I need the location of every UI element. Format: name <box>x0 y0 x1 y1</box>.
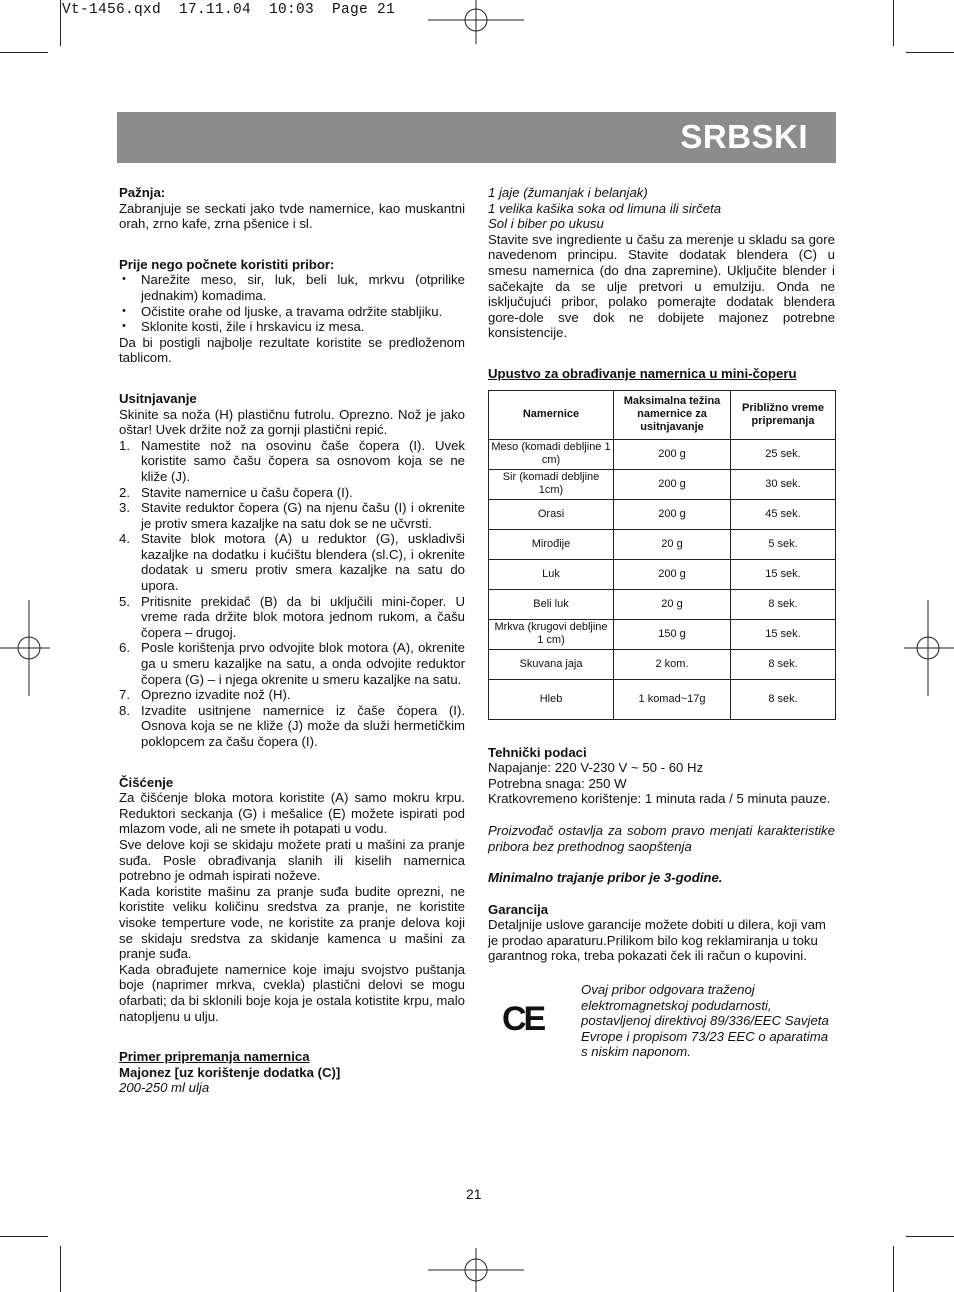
step-number: 4. <box>119 531 130 547</box>
ce-conformity-block <box>488 982 835 1072</box>
list-item <box>119 500 465 531</box>
before-use-heading: Prije nego počnete koristiti pribor: <box>119 256 335 272</box>
ingredient: 1 velika kašika soka od limuna ili sirčeta <box>488 200 722 216</box>
table-row <box>489 559 836 589</box>
table-cell: Meso (komadi debljine 1 cm) <box>489 439 614 469</box>
registration-mark-right <box>904 600 954 696</box>
step-text: Oprezno izvadite nož (H). <box>141 687 291 703</box>
table-cell: 45 sek. <box>731 499 836 529</box>
table-cell: 1 komad~17g <box>614 679 731 719</box>
example-heading: Primer pripremanja namernica <box>119 1049 310 1065</box>
step-number: 7. <box>119 687 130 703</box>
step-number: 8. <box>119 702 130 718</box>
list-item <box>119 687 465 703</box>
table-cell: 15 sek. <box>731 619 836 649</box>
tech-line: Napajanje: 220 V-230 V ~ 50 - 60 Hz <box>488 760 704 776</box>
crop-mark <box>906 52 954 53</box>
table-cell: 8 sek. <box>731 589 836 619</box>
table-row <box>489 649 836 679</box>
tech-data-heading: Tehnički podaci <box>488 744 587 760</box>
table-cell: 200 g <box>614 439 731 469</box>
table-cell: Mrkva (krugovi debljine 1 cm) <box>489 619 614 649</box>
chopping-intro: Skinite sa noža (H) plastičnu futrolu. Oprezno. Nož je jako oštar! Uvek držite nož za gornji plastični repić. <box>119 406 465 438</box>
banner-title: SRBSKI <box>680 118 808 155</box>
table-cell: Beli luk <box>489 589 614 619</box>
crop-mark <box>0 1236 48 1237</box>
crop-mark <box>60 1246 61 1292</box>
chopping-heading: Usitnjavanje <box>119 390 197 406</box>
table-cell: 25 sek. <box>731 439 836 469</box>
warranty-text: Detaljnije uslove garancije možete dobiti u dilera, koji vam je prodao aparaturu.Prilikom bilo kog reklamiranja u toku garantnog roka, treba pokazati ček ili račun o kupovini. <box>488 917 826 964</box>
registration-mark-top <box>428 0 524 44</box>
table-row <box>489 679 836 719</box>
table-cell: Skuvana jaja <box>489 649 614 679</box>
table-cell: 200 g <box>614 559 731 589</box>
step-text: Stavite namernice u čašu čopera (I). <box>141 484 353 500</box>
table-row <box>489 529 836 559</box>
step-text: Namestite nož na osovinu čaše čopera (I). Uvek koristite samo čašu čopera sa osnovom koja se ne kliže (J). <box>141 437 465 484</box>
table-cell: 15 sek. <box>731 559 836 589</box>
cleaning-paragraph: Za čišćenje bloka motora koristite (A) samo mokru krpu. Reduktori seckanja (G) i mešalice (E) možete ispirati pod mlazom vode, ali ne smete ih potapati u vodu. <box>119 790 465 837</box>
mayonnaise-instructions: Stavite sve ingrediente u čašu za merenje u skladu sa gore navedenom principu. Stavite dodatak blendera (C) u smesu namernica (do dna zapremine). Uključite blender i sačekajte da se ulje pretvori u emulziju. Onda ne isključujući pribor, polako pomerajte dodatak blendera gore-dole sve dok ne dobijete majonez potrebne konsistencije. <box>488 231 835 341</box>
table-cell: Sir (komadi debljine 1cm) <box>489 469 614 499</box>
table-cell: Orasi <box>489 499 614 529</box>
step-number: 3. <box>119 500 130 516</box>
table-cell: 200 g <box>614 499 731 529</box>
table-cell: 30 sek. <box>731 469 836 499</box>
table-row <box>489 619 836 649</box>
ce-mark-icon: CE <box>502 1000 544 1039</box>
step-text: Pritisnite prekidač (B) da bi uključili mini-čoper. U vreme rada držite blok motora jednom rukom, a čašu čopera – drugoj. <box>141 593 465 640</box>
language-banner <box>117 112 836 163</box>
ingredient: Sol i biber po ukusu <box>488 216 604 232</box>
processing-table <box>488 390 836 720</box>
step-text: Izvadite usitnjene namernice iz čaše čopera (I). Osnova koja se ne kliže (J) može da služi hermetičkim poklopcem za čašu čopera (I). <box>141 702 465 749</box>
table-cell: 2 kom. <box>614 649 731 679</box>
table-cell: Mirođije <box>489 529 614 559</box>
list-item: • Narežite meso, sir, luk, beli luk, mrkvu (otprilike jednakim) komadima. <box>119 272 465 303</box>
chopping-steps <box>119 438 465 750</box>
table-cell: 200 g <box>614 469 731 499</box>
list-item <box>119 594 465 641</box>
cleaning-paragraph: Kada koristite mašinu za pranje suđa budite oprezni, ne koristite veliku količinu sredstva za pranje, ne koristite visoke temperture vode, ne koristite za pranje delova koji se skidaju sredstva za skidanje kamenca u mašini za pranje suđa. <box>119 883 465 962</box>
ingredient: 1 jaje (žumanjak i belanjak) <box>488 185 648 200</box>
table-cell: 8 sek. <box>731 679 836 719</box>
crop-mark <box>893 0 894 46</box>
page-number: 21 <box>466 1186 482 1202</box>
warning-text: Zabranjuje se seckati jako tvde namernice, kao muskantni orah, zrno kafe, zrna pšenice i sl. <box>119 200 465 232</box>
column-header: Maksimalna težina namernice za usitnjavanje <box>614 390 731 439</box>
step-text: Stavite reduktor čopera (G) na njenu čašu (I) i okrenite je protiv smera kazaljke na satu dok se ne učvrsti. <box>141 500 465 531</box>
list-item <box>119 640 465 687</box>
table-cell: 20 g <box>614 529 731 559</box>
table-row <box>489 499 836 529</box>
table-header-row <box>489 390 836 439</box>
right-column <box>488 185 835 1072</box>
column-header: Namernice <box>489 390 614 439</box>
step-text: Stavite blok motora (A) u reduktor (G), uskladivši kazaljke na dodatku i kućištu blendera (sl.C), i okrenite dodatak u smeru protiv smera kazaljke na satu do upora. <box>141 531 465 594</box>
registration-mark-left <box>0 600 50 696</box>
mayonnaise-oil: 200-250 ml ulja <box>119 1080 210 1096</box>
lifetime-note: Minimalno trajanje pribor je 3-godine. <box>488 870 723 886</box>
ce-conformity-text: Ovaj pribor odgovara traženoj elektromagnetskoj podudarnosti, postavljenoj direktivoj 89/336/EEC Savjeta Evrope i propisom 73/23 EEC o aparatima s niskim naponom. <box>581 982 829 1060</box>
warranty-heading: Garancija <box>488 901 549 917</box>
step-number: 2. <box>119 484 130 500</box>
table-heading: Upustvo za obrađivanje namernica u mini-čoperu <box>488 365 797 381</box>
cleaning-paragraph: Sve delove koji se skidaju možete prati u mašini za pranje suđa. Posle obrađivanja slanih ili kiselih namernica potrebno je odmah ispirati noževe. <box>119 836 465 884</box>
table-row <box>489 469 836 499</box>
step-text: Posle korištenja prvo odvojite blok motora (A), okrenite ga u smeru kazaljke na satu, a onda odvojite reduktor čopera (G) – i njega okrenite u smeru kazaljke na satu. <box>141 640 465 687</box>
tech-line: Kratkovremeno korištenje: 1 minuta rada / 5 minuta pauze. <box>488 791 831 807</box>
warning-heading: Pažnja: <box>119 185 166 200</box>
mayonnaise-heading: Majonez [uz korištenje dodatka (C)] <box>119 1064 341 1080</box>
crop-mark <box>906 1236 954 1237</box>
list-item <box>119 531 465 593</box>
manufacturer-note: Proizvođač ostavlja za sobom pravo menjati karakteristike pribora bez prethodnog saopštenja <box>488 822 835 854</box>
list-item <box>119 438 465 485</box>
before-use-list <box>119 272 465 334</box>
before-use-note: Da bi postigli najbolje rezultate koristite se predloženom tablicom. <box>119 334 465 366</box>
list-item: • Očistite orahe od ljuske, a travama održite stabljiku. <box>119 304 465 320</box>
list-item <box>119 485 465 501</box>
table-cell: 20 g <box>614 589 731 619</box>
table-cell: 5 sek. <box>731 529 836 559</box>
crop-mark <box>893 1246 894 1292</box>
crop-mark <box>60 0 61 46</box>
print-slug: Vt-1456.qxd 17.11.04 10:03 Page 21 <box>62 2 396 18</box>
column-header: Približno vreme pripremanja <box>731 390 836 439</box>
list-item <box>119 703 465 750</box>
step-number: 5. <box>119 593 130 609</box>
crop-mark <box>0 52 48 53</box>
table-cell: 8 sek. <box>731 649 836 679</box>
left-column <box>119 185 465 1096</box>
table-cell: 150 g <box>614 619 731 649</box>
tech-line: Potrebna snaga: 250 W <box>488 775 627 791</box>
step-number: 1. <box>119 437 130 453</box>
cleaning-paragraph: Kada obrađujete namernice koje imaju svojstvo puštanja boje (naprimer mrkva, cvekla) plastični delovi se mogu ofarbati; da bi sklonili boje koja je ostala kotistite krpu, malo natopljenu u ulju. <box>119 961 465 1024</box>
step-number: 6. <box>119 640 130 656</box>
table-cell: Luk <box>489 559 614 589</box>
table-cell: Hleb <box>489 679 614 719</box>
list-item: • Sklonite kosti, žile i hrskavicu iz mesa. <box>119 319 465 335</box>
table-row <box>489 589 836 619</box>
table-row <box>489 439 836 469</box>
cleaning-heading: Čišćenje <box>119 774 174 790</box>
registration-mark-bottom <box>428 1248 524 1292</box>
